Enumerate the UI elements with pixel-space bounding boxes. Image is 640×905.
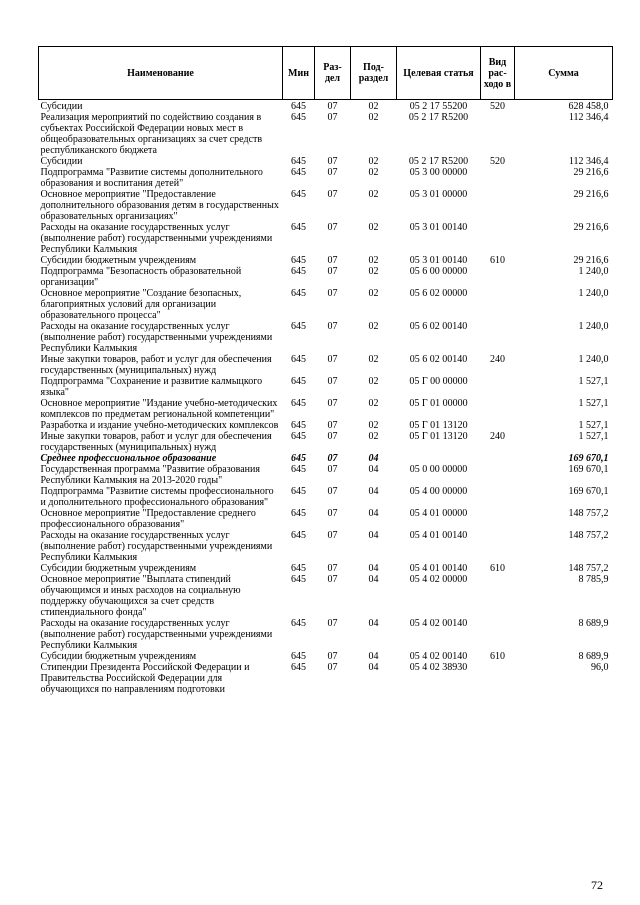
cell-min: 645 [291, 189, 306, 200]
table-row [39, 453, 613, 464]
cell-celevaya: 05 2 17 55200 [409, 101, 468, 112]
cell-podrazdel: 04 [368, 563, 379, 574]
cell-summa: 1 240,0 [578, 354, 609, 365]
cell-vid: 520 [490, 101, 505, 112]
table-row [39, 486, 613, 508]
cell-name: Подпрограмма "Безопасность образовательной организации" [40, 266, 242, 288]
cell-name: Реализация мероприятий по содействию создания в субъектах Российской Федерации новых мест в общеобразовательных организациях за счет средств республиканского бюджета [40, 112, 263, 156]
cell-vid [481, 662, 515, 695]
cell-celevaya: 05 4 01 00140 [409, 563, 468, 574]
cell-celevaya [397, 453, 481, 464]
cell-name: Подпрограмма "Сохранение и развитие калмыцкого языка" [40, 376, 263, 398]
cell-celevaya: 05 2 17 R5200 [408, 112, 469, 123]
cell-min: 645 [291, 508, 306, 519]
cell-name: Подпрограмма "Развитие системы профессионального и дополнительного профессионального образования" [40, 486, 274, 508]
cell-celevaya: 05 6 00 00000 [409, 266, 468, 277]
header-podrazdel: Под-раздел [351, 47, 397, 100]
cell-min: 645 [291, 255, 306, 266]
table-row [39, 189, 613, 222]
cell-min: 645 [291, 288, 306, 299]
table-row [39, 255, 613, 266]
cell-celevaya: 05 3 01 00140 [409, 222, 468, 233]
cell-min: 645 [291, 662, 306, 673]
cell-podrazdel: 02 [368, 112, 379, 123]
cell-name: Основное мероприятие "Издание учебно-методических комплексов по предметам региональной компетенции" [40, 398, 278, 420]
cell-min: 645 [291, 398, 306, 409]
table-row [39, 431, 613, 453]
cell-celevaya: 05 3 00 00000 [409, 167, 468, 178]
table-row [39, 288, 613, 321]
cell-razdel: 07 [327, 486, 338, 497]
cell-summa: 1 527,1 [578, 376, 609, 387]
cell-name: Субсидии бюджетным учреждениям [40, 563, 197, 574]
cell-podrazdel: 04 [368, 662, 379, 673]
table-row [39, 420, 613, 431]
cell-podrazdel: 04 [368, 464, 379, 475]
cell-celevaya: 05 6 02 00140 [409, 321, 468, 332]
cell-podrazdel: 02 [368, 156, 379, 167]
cell-min: 645 [291, 530, 306, 541]
cell-razdel: 07 [327, 266, 338, 277]
cell-razdel: 07 [327, 398, 338, 409]
cell-vid [481, 321, 515, 354]
cell-summa: 96,0 [591, 662, 609, 673]
cell-vid: 240 [490, 354, 505, 365]
cell-celevaya: 05 3 01 00140 [409, 255, 468, 266]
cell-name: Иные закупки товаров, работ и услуг для обеспечения государственных (муниципальных) нужд [40, 354, 272, 376]
cell-summa: 29 216,6 [573, 167, 609, 178]
cell-razdel: 07 [327, 222, 338, 233]
cell-summa: 29 216,6 [573, 255, 609, 266]
cell-celevaya: 05 4 00 00000 [409, 486, 468, 497]
table-row [39, 354, 613, 376]
cell-summa: 628 458,0 [568, 101, 609, 112]
cell-celevaya: 05 4 02 00140 [409, 651, 468, 662]
table-row [39, 100, 613, 113]
cell-razdel: 07 [327, 453, 338, 464]
cell-summa: 169 670,1 [568, 464, 609, 475]
cell-summa: 112 346,4 [568, 156, 609, 167]
cell-summa: 1 240,0 [578, 288, 609, 299]
cell-min: 645 [291, 574, 306, 585]
table-row [39, 167, 613, 189]
cell-razdel: 07 [327, 255, 338, 266]
table-row [39, 662, 613, 695]
cell-name: Расходы на оказание государственных услуг (выполнение работ) государственными учреждениями Республики Калмыкия [40, 618, 273, 651]
cell-podrazdel: 04 [368, 574, 379, 585]
cell-celevaya: 05 Г 01 13120 [409, 420, 468, 431]
cell-razdel: 07 [327, 321, 338, 332]
cell-vid [481, 486, 515, 508]
cell-razdel: 07 [327, 431, 338, 442]
budget-page [38, 46, 612, 695]
cell-celevaya: 05 3 01 00000 [409, 189, 468, 200]
cell-celevaya: 05 4 02 00000 [409, 574, 468, 585]
cell-celevaya: 05 4 02 38930 [409, 662, 468, 673]
cell-summa: 1 240,0 [578, 321, 609, 332]
cell-razdel: 07 [327, 420, 338, 431]
cell-summa: 1 240,0 [578, 266, 609, 277]
cell-vid [481, 464, 515, 486]
cell-name: Субсидии бюджетным учреждениям [40, 651, 197, 662]
cell-celevaya: 05 2 17 R5200 [408, 156, 469, 167]
cell-min: 645 [291, 112, 306, 123]
cell-razdel: 07 [327, 189, 338, 200]
header-razdel: Раз-дел [315, 47, 351, 100]
cell-min: 645 [291, 453, 306, 464]
cell-celevaya: 05 0 00 00000 [409, 464, 468, 475]
cell-name: Стипендии Президента Российской Федерации и Правительства Российской Федерации для обучающихся по направлениям подготовки [40, 662, 250, 695]
cell-razdel: 07 [327, 354, 338, 365]
cell-razdel: 07 [327, 464, 338, 475]
cell-vid [481, 376, 515, 398]
cell-celevaya: 05 4 01 00000 [409, 508, 468, 519]
cell-razdel: 07 [327, 508, 338, 519]
cell-min: 645 [291, 321, 306, 332]
cell-vid: 610 [490, 255, 505, 266]
cell-podrazdel: 02 [368, 398, 379, 409]
header-celevaya: Целевая статья [397, 47, 481, 100]
cell-podrazdel: 04 [368, 651, 379, 662]
cell-vid [481, 618, 515, 651]
cell-podrazdel: 04 [368, 618, 379, 629]
cell-vid [481, 574, 515, 618]
cell-min: 645 [291, 651, 306, 662]
cell-vid: 520 [490, 156, 505, 167]
cell-summa: 148 757,2 [568, 563, 609, 574]
cell-summa: 29 216,6 [573, 189, 609, 200]
cell-min: 645 [291, 101, 306, 112]
table-row [39, 574, 613, 618]
cell-summa: 169 670,1 [568, 453, 609, 464]
cell-name: Субсидии [40, 101, 83, 112]
header-name: Наименование [39, 47, 283, 100]
cell-min: 645 [291, 618, 306, 629]
table-row [39, 156, 613, 167]
table-row [39, 563, 613, 574]
cell-razdel: 07 [327, 167, 338, 178]
cell-summa: 8 785,9 [578, 574, 609, 585]
table-row [39, 618, 613, 651]
cell-name: Основное мероприятие "Выплата стипендий обучающимся и иных расходов на социальную поддержку обучающихся за счет средств стипендиального фонда" [40, 574, 241, 618]
cell-name: Расходы на оказание государственных услуг (выполнение работ) государственными учреждениями Республики Калмыкия [40, 530, 273, 563]
header-min: Мин [283, 47, 315, 100]
cell-vid [481, 398, 515, 420]
cell-vid [481, 530, 515, 563]
cell-name: Расходы на оказание государственных услуг (выполнение работ) государственными учреждениями Республики Калмыкия [40, 222, 273, 255]
cell-summa: 8 689,9 [578, 618, 609, 629]
cell-podrazdel: 04 [368, 453, 379, 464]
cell-celevaya: 05 6 02 00000 [409, 288, 468, 299]
cell-vid [481, 167, 515, 189]
cell-celevaya: 05 4 02 00140 [409, 618, 468, 629]
table-body [39, 100, 613, 696]
table-row [39, 321, 613, 354]
table-row [39, 398, 613, 420]
cell-razdel: 07 [327, 288, 338, 299]
cell-name: Субсидии [40, 156, 83, 167]
cell-min: 645 [291, 354, 306, 365]
cell-celevaya: 05 6 02 00140 [409, 354, 468, 365]
cell-name: Подпрограмма "Развитие системы дополнительного образования и воспитания детей" [40, 167, 263, 189]
cell-vid [481, 222, 515, 255]
table-header-row [39, 47, 613, 100]
header-vid: Вид рас-ходо в [481, 47, 515, 100]
cell-celevaya: 05 Г 01 13120 [409, 431, 468, 442]
table-row [39, 222, 613, 255]
cell-name: Государственная программа "Развитие образования Республики Калмыкия на 2013-2020 годы" [40, 464, 260, 486]
cell-razdel: 07 [327, 662, 338, 673]
cell-vid [481, 112, 515, 156]
cell-vid [481, 266, 515, 288]
cell-vid: 240 [490, 431, 505, 442]
cell-min: 645 [291, 376, 306, 387]
cell-min: 645 [291, 431, 306, 442]
cell-podrazdel: 02 [368, 222, 379, 233]
cell-min: 645 [291, 420, 306, 431]
header-summa: Сумма [515, 47, 613, 100]
cell-summa: 1 527,1 [578, 398, 609, 409]
cell-name: Разработка и издание учебно-методических комплексов [40, 420, 279, 431]
cell-razdel: 07 [327, 574, 338, 585]
cell-podrazdel: 02 [368, 354, 379, 365]
cell-podrazdel: 02 [368, 167, 379, 178]
cell-name: Иные закупки товаров, работ и услуг для обеспечения государственных (муниципальных) нужд [40, 431, 272, 453]
cell-min: 645 [291, 464, 306, 475]
cell-podrazdel: 02 [368, 189, 379, 200]
cell-podrazdel: 02 [368, 431, 379, 442]
cell-razdel: 07 [327, 156, 338, 167]
cell-min: 645 [291, 563, 306, 574]
cell-vid: 610 [490, 563, 505, 574]
cell-razdel: 07 [327, 530, 338, 541]
cell-razdel: 07 [327, 618, 338, 629]
cell-podrazdel: 02 [368, 266, 379, 277]
cell-celevaya: 05 4 01 00140 [409, 530, 468, 541]
cell-razdel: 07 [327, 112, 338, 123]
table-row [39, 112, 613, 156]
cell-razdel: 07 [327, 651, 338, 662]
table-row [39, 464, 613, 486]
cell-name: Основное мероприятие "Предоставление среднего профессионального образования" [40, 508, 256, 530]
cell-summa: 112 346,4 [568, 112, 609, 123]
cell-razdel: 07 [327, 376, 338, 387]
cell-min: 645 [291, 266, 306, 277]
cell-min: 645 [291, 167, 306, 178]
cell-vid: 610 [490, 651, 505, 662]
cell-summa: 29 216,6 [573, 222, 609, 233]
cell-podrazdel: 02 [368, 321, 379, 332]
page-number: 72 [591, 878, 603, 892]
cell-podrazdel: 04 [368, 530, 379, 541]
cell-podrazdel: 02 [368, 255, 379, 266]
table-row [39, 266, 613, 288]
table-row [39, 530, 613, 563]
cell-name: Субсидии бюджетным учреждениям [40, 255, 197, 266]
table-row [39, 376, 613, 398]
cell-vid [481, 288, 515, 321]
cell-name: Среднее профессиональное образование [40, 453, 217, 464]
cell-summa: 8 689,9 [578, 651, 609, 662]
cell-razdel: 07 [327, 101, 338, 112]
cell-vid [481, 189, 515, 222]
table-row [39, 508, 613, 530]
budget-table [38, 46, 613, 695]
cell-vid [481, 508, 515, 530]
cell-summa: 148 757,2 [568, 530, 609, 541]
cell-summa: 169 670,1 [568, 486, 609, 497]
cell-summa: 148 757,2 [568, 508, 609, 519]
cell-podrazdel: 02 [368, 376, 379, 387]
cell-podrazdel: 02 [368, 288, 379, 299]
cell-name: Основное мероприятие "Предоставление дополнительного образования детям в государственных образовательных организациях" [40, 189, 279, 222]
cell-name: Расходы на оказание государственных услуг (выполнение работ) государственными учреждениями Республики Калмыкия [40, 321, 273, 354]
cell-podrazdel: 02 [368, 420, 379, 431]
cell-name: Основное мероприятие "Создание безопасных, благоприятных условий для организации образовательного процесса" [40, 288, 242, 321]
cell-podrazdel: 02 [368, 101, 379, 112]
cell-min: 645 [291, 486, 306, 497]
cell-podrazdel: 04 [368, 486, 379, 497]
cell-summa: 1 527,1 [578, 431, 609, 442]
cell-vid [481, 453, 515, 464]
cell-podrazdel: 04 [368, 508, 379, 519]
cell-min: 645 [291, 156, 306, 167]
table-row [39, 651, 613, 662]
cell-summa: 1 527,1 [578, 420, 609, 431]
cell-vid [481, 420, 515, 431]
cell-min: 645 [291, 222, 306, 233]
cell-razdel: 07 [327, 563, 338, 574]
cell-celevaya: 05 Г 00 00000 [409, 376, 468, 387]
cell-celevaya: 05 Г 01 00000 [409, 398, 468, 409]
